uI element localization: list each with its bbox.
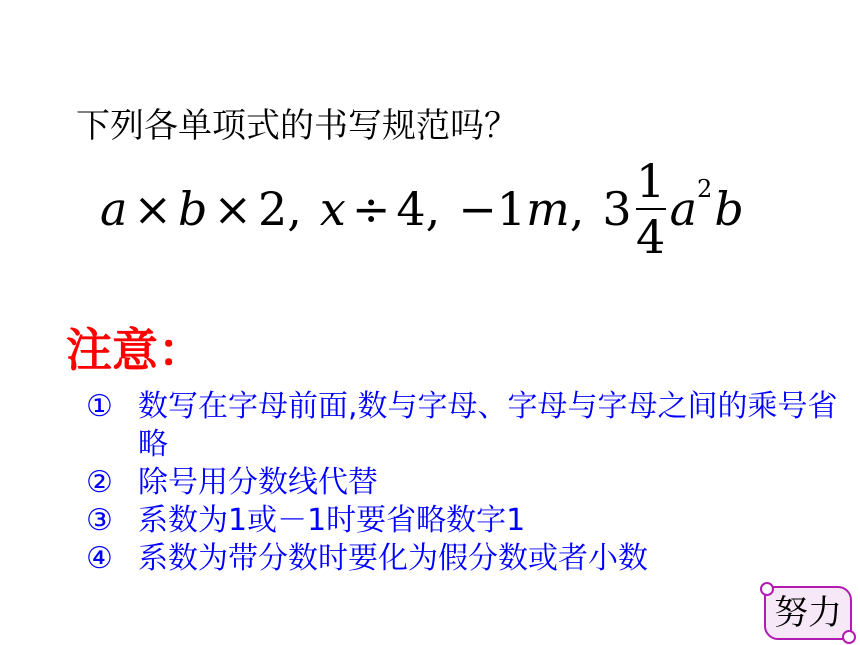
- expr1-times-1: ×: [133, 182, 172, 236]
- expr1-var-a: a: [100, 182, 128, 236]
- scroll-curl-icon: [760, 582, 774, 596]
- expr3-comma: ,: [569, 182, 585, 236]
- question-text: 下列各单项式的书写规范吗？: [76, 106, 518, 146]
- expr4-denominator: 4: [635, 210, 666, 264]
- expr1-number: 2,: [257, 182, 302, 236]
- expr1-var-b: b: [177, 182, 208, 236]
- expr3-coefficient: −1: [458, 182, 527, 236]
- rule-item: [86, 540, 846, 578]
- expr1-times-2: ×: [213, 182, 252, 236]
- expr4-exponent: 2: [697, 175, 713, 203]
- rule-text: 除号用分数线代替: [138, 465, 378, 500]
- expr4-fraction: [635, 154, 666, 264]
- expr2-number: 4,: [396, 182, 441, 236]
- rule-number: ①: [86, 389, 113, 424]
- rule-text: 数写在字母前面,数与字母、字母与字母之间的乘号省略: [138, 389, 838, 462]
- expr2-var-x: x: [319, 182, 346, 236]
- rule-item: [86, 502, 846, 540]
- rule-item: [86, 388, 846, 464]
- expr4-whole-part: 3: [602, 182, 632, 236]
- expr2-divide: ÷: [351, 182, 391, 236]
- effort-button-label: 努力: [774, 593, 842, 633]
- rule-item: [86, 464, 846, 502]
- rule-number: ③: [86, 503, 113, 538]
- scroll-curl-icon: [842, 630, 856, 644]
- expr4-numerator: 1: [635, 154, 666, 208]
- rules-list: [86, 388, 846, 578]
- rule-number: ④: [86, 541, 113, 576]
- notice-heading: 注意：: [66, 323, 204, 377]
- rule-text: 系数为带分数时要化为假分数或者小数: [138, 541, 648, 576]
- expr4-var-b: b: [714, 182, 744, 236]
- expr3-var-m: m: [526, 182, 570, 236]
- rule-text: 系数为1或－1时要省略数字1: [138, 503, 526, 538]
- rule-number: ②: [86, 465, 113, 500]
- expr4-var-a: a: [669, 182, 698, 236]
- expression-row: [100, 150, 744, 268]
- effort-button[interactable]: [764, 586, 852, 640]
